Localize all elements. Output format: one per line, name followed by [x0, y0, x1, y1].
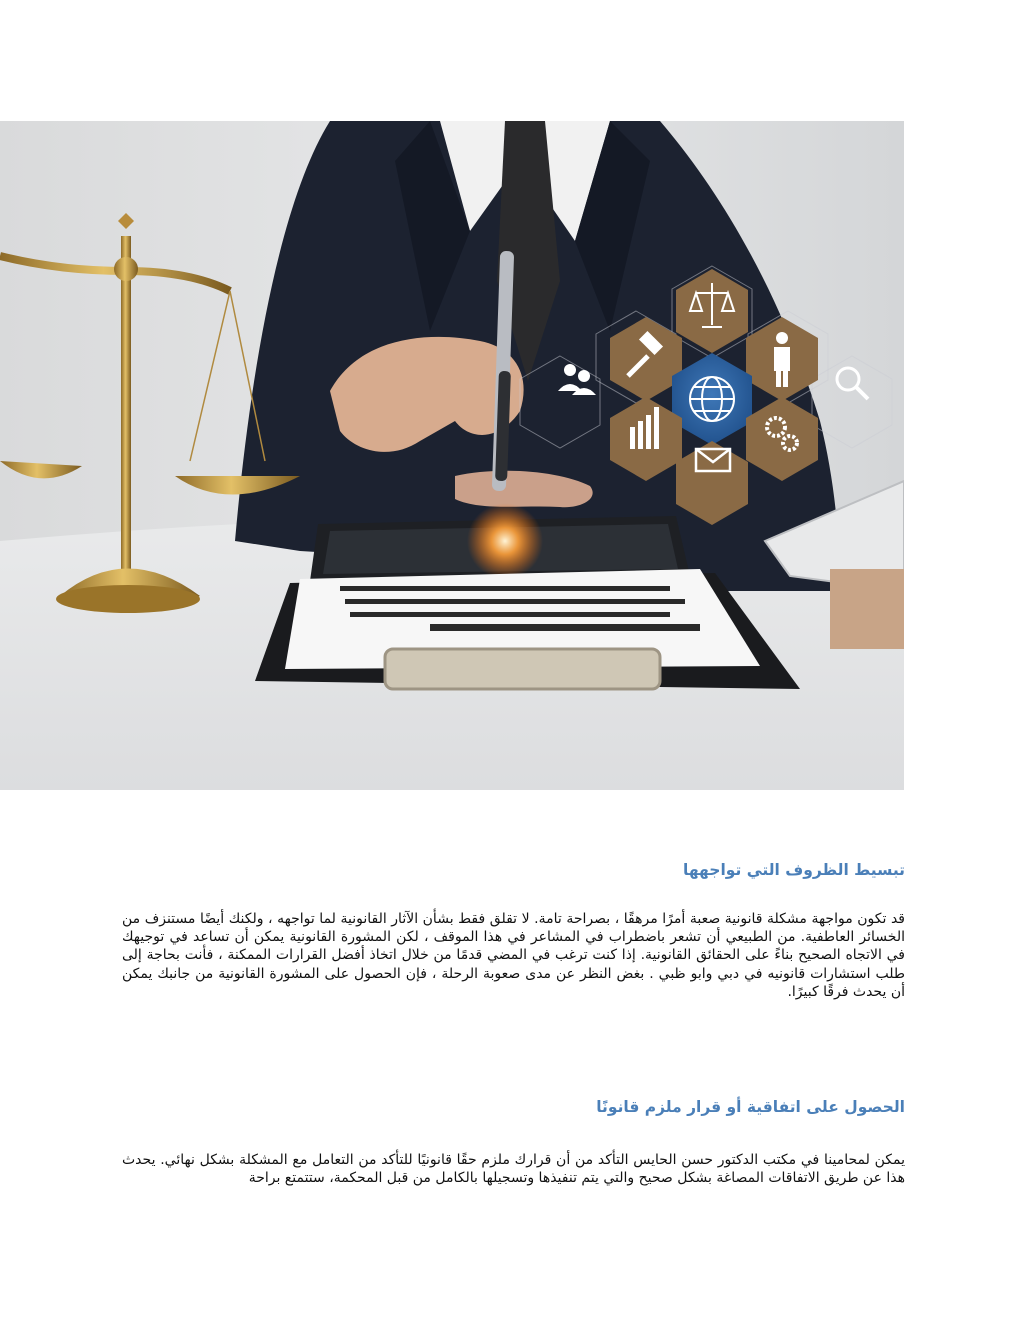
- hero-image: [0, 121, 904, 790]
- section-heading: الحصول على اتفاقية أو قرار ملزم قانونًا: [596, 1098, 905, 1116]
- section-paragraph: قد تكون مواجهة مشكلة قانونية صعبة أمرًا مرهقًا ، بصراحة تامة. لا تقلق فقط بشأن الآثار القانونية لما تواجهه ، ولكنك أيضًا مستنزف من الخسائر العاطفية. من الطبيعي أن تشعر باضطراب في المشاعر في هذا الموقف ، لكن المشورة القانونية يمكن أن تساعد في توجيهك في الاتجاه الصحيح بناءً على الحقائق القانونية. إذا كنت ترغب في المضي قدمًا من خلال اتخاذ أفضل القرارات الممكنة ، فأنت بحاجة إلى طلب استشارات قانونيه في دبي وابو ظبي . بغض النظر عن مدى صعوبة الرحلة ، فإن الحصول على المشورة القانونية من جانبك يمكن أن يحدث فرقًا كبيرًا.: [122, 911, 905, 1000]
- section-binding-agreement: [122, 1097, 905, 1187]
- section-paragraph: يمكن لمحامينا في مكتب الدكتور حسن الحايس التأكد من أن قرارك ملزم حقًا قانونيًا للتأكد من التعامل مع المشكلة بشكل نهائي. يحدث هذا عن طريق الاتفاقات المصاغة بشكل صحيح والتي يتم تنفيذها وتسجيلها بالكامل من قبل المحكمة، ستتمتع براحة: [122, 1152, 905, 1187]
- section-heading: تبسيط الظروف التي تواجهها: [683, 861, 905, 879]
- section-simplify-circumstances: [122, 860, 905, 1001]
